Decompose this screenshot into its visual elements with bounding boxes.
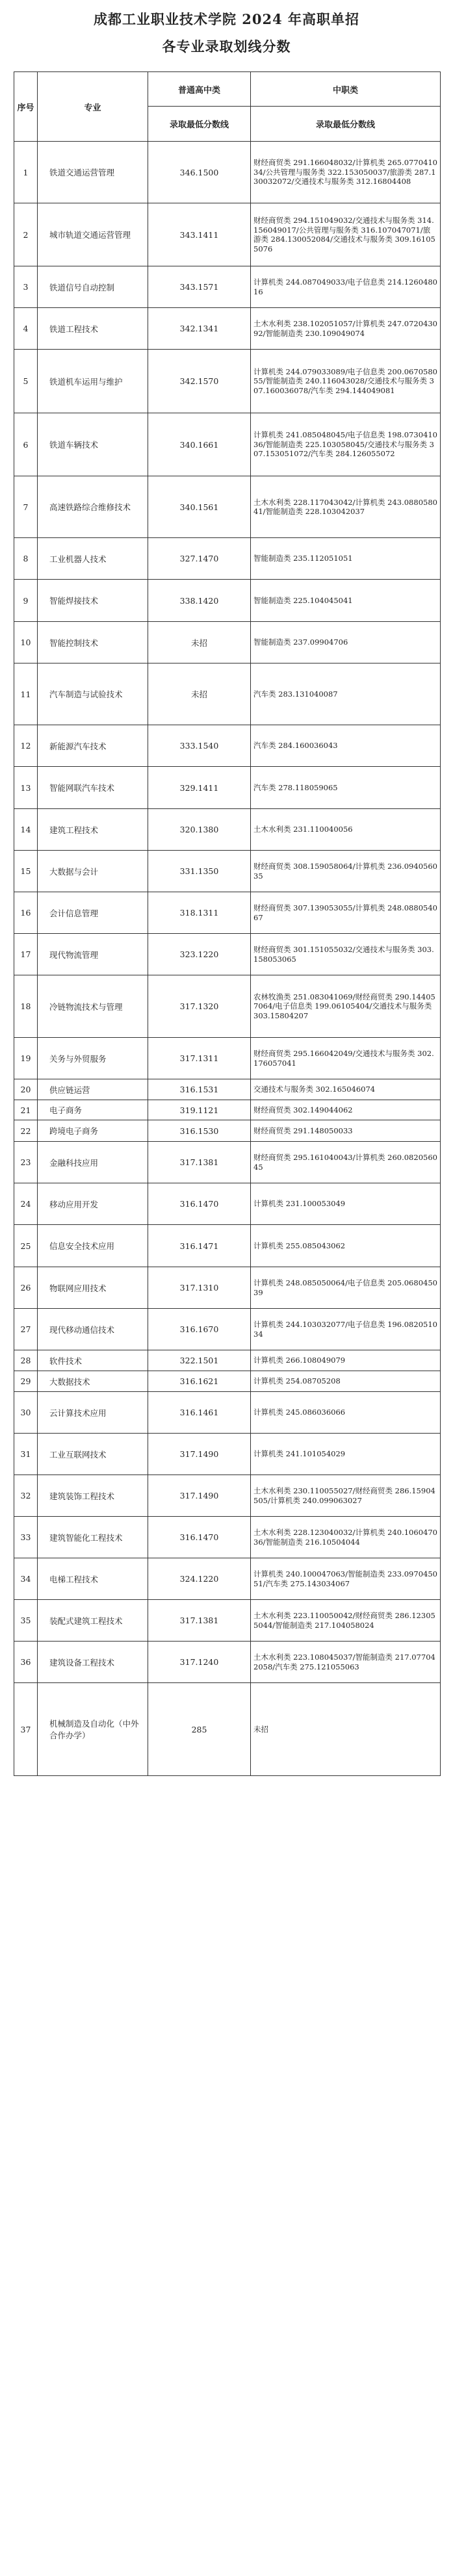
row-vocational-scores: 计算机类 266.108049079 [251,1350,441,1371]
row-major: 软件技术 [38,1350,148,1371]
row-vocational-scores: 计算机类 244.087049033/电子信息类 214.126048016 [251,266,441,308]
row-number: 26 [14,1267,38,1309]
row-number: 24 [14,1183,38,1225]
row-major: 智能控制技术 [38,622,148,663]
row-number: 11 [14,663,38,725]
row-number: 1 [14,142,38,203]
row-number: 32 [14,1475,38,1517]
row-major: 会计信息管理 [38,892,148,934]
row-number: 28 [14,1350,38,1371]
row-vocational-scores: 计算机类 245.086036066 [251,1392,441,1434]
row-vocational-scores: 土木水利类 230.110055027/财经商贸类 286.15904505/计算机类 240.099063027 [251,1475,441,1517]
row-number: 13 [14,767,38,809]
table-row [14,975,441,1038]
table-row [14,1371,441,1392]
table-row [14,1309,441,1350]
row-general-score: 342.1570 [148,350,251,413]
table-row [14,142,441,203]
row-vocational-scores: 土木水利类 231.110040056 [251,809,441,851]
table-row [14,725,441,767]
row-number: 2 [14,203,38,266]
table-row [14,1267,441,1309]
row-vocational-scores: 财经商贸类 301.151055032/交通技术与服务类 303.158053065 [251,934,441,975]
row-major: 工业互联网技术 [38,1434,148,1475]
row-major: 跨境电子商务 [38,1120,148,1142]
row-major: 电子商务 [38,1100,148,1120]
row-vocational-scores: 农林牧渔类 251.083041069/财经商贸类 290.144057064/电子信息类 199.06105404/交通技术与服务类 303.15804207 [251,975,441,1038]
row-general-score: 317.1320 [148,975,251,1038]
row-vocational-scores: 智能制造类 235.112051051 [251,538,441,580]
table-row [14,934,441,975]
row-major: 工业机器人技术 [38,538,148,580]
row-number: 14 [14,809,38,851]
row-number: 34 [14,1558,38,1600]
row-number: 9 [14,580,38,622]
row-number: 21 [14,1100,38,1120]
header-major: 专业 [38,72,148,142]
row-number: 27 [14,1309,38,1350]
row-vocational-scores: 计算机类 254.08705208 [251,1371,441,1392]
row-general-score: 317.1240 [148,1642,251,1683]
table-row [14,350,441,413]
row-vocational-scores: 计算机类 244.079033089/电子信息类 200.067058055/智能制造类 240.116043028/交通技术与服务类 307.160036078/汽车类 294.144049081 [251,350,441,413]
table-row [14,266,441,308]
row-general-score: 未招 [148,622,251,663]
row-number: 20 [14,1079,38,1100]
row-number: 18 [14,975,38,1038]
row-vocational-scores: 未招 [251,1683,441,1776]
row-major: 现代移动通信技术 [38,1309,148,1350]
row-major: 云计算技术应用 [38,1392,148,1434]
row-vocational-scores: 土木水利类 223.108045037/智能制造类 217.077042058/汽车类 275.121055063 [251,1642,441,1683]
row-general-score: 331.1350 [148,851,251,892]
table-row [14,1225,441,1267]
table-row [14,809,441,851]
row-major: 铁道车辆技术 [38,413,148,476]
score-table [14,71,441,1776]
row-number: 4 [14,308,38,350]
row-number: 19 [14,1038,38,1079]
row-vocational-scores: 计算机类 241.101054029 [251,1434,441,1475]
row-major: 新能源汽车技术 [38,725,148,767]
row-general-score: 316.1530 [148,1120,251,1142]
row-number: 22 [14,1120,38,1142]
row-number: 16 [14,892,38,934]
row-number: 8 [14,538,38,580]
row-number: 31 [14,1434,38,1475]
row-general-score: 329.1411 [148,767,251,809]
row-major: 金融科技应用 [38,1142,148,1183]
row-general-score: 340.1561 [148,476,251,538]
row-vocational-scores: 财经商贸类 307.139053055/计算机类 248.088054067 [251,892,441,934]
table-row [14,1683,441,1776]
row-vocational-scores: 计算机类 255.085043062 [251,1225,441,1267]
row-number: 35 [14,1600,38,1642]
row-vocational-scores: 土木水利类 228.123040032/计算机类 240.106047036/智能制造类 216.10504044 [251,1517,441,1558]
row-major: 汽车制造与试验技术 [38,663,148,725]
table-row [14,580,441,622]
row-major: 供应链运营 [38,1079,148,1100]
row-number: 10 [14,622,38,663]
row-number: 33 [14,1517,38,1558]
table-row [14,767,441,809]
row-vocational-scores: 计算机类 240.100047063/智能制造类 233.097045051/汽车类 275.143034067 [251,1558,441,1600]
row-major: 建筑设备工程技术 [38,1642,148,1683]
table-row [14,1100,441,1120]
row-number: 17 [14,934,38,975]
row-vocational-scores: 财经商贸类 295.161040043/计算机类 260.082056045 [251,1142,441,1183]
table-row [14,538,441,580]
row-general-score: 323.1220 [148,934,251,975]
page-subtitle: 各专业录取划线分数 [162,38,291,55]
row-vocational-scores: 汽车类 278.118059065 [251,767,441,809]
row-general-score: 324.1220 [148,1558,251,1600]
row-number: 25 [14,1225,38,1267]
row-major: 智能网联汽车技术 [38,767,148,809]
row-number: 6 [14,413,38,476]
row-vocational-scores: 财经商贸类 308.159058064/计算机类 236.094056035 [251,851,441,892]
row-general-score: 317.1490 [148,1475,251,1517]
row-vocational-scores: 计算机类 231.100053049 [251,1183,441,1225]
row-major: 物联网应用技术 [38,1267,148,1309]
row-number: 3 [14,266,38,308]
row-vocational-scores: 智能制造类 237.09904706 [251,622,441,663]
table-row [14,1183,441,1225]
row-major: 铁道信号自动控制 [38,266,148,308]
table-row [14,1392,441,1434]
row-general-score: 未招 [148,663,251,725]
table-row [14,1475,441,1517]
row-major: 城市轨道交通运营管理 [38,203,148,266]
table-row [14,1434,441,1475]
table-row [14,203,441,266]
row-major: 铁道交通运营管理 [38,142,148,203]
row-major: 现代物流管理 [38,934,148,975]
header-general: 普通高中类 [148,72,251,107]
table-row [14,476,441,538]
row-general-score: 316.1470 [148,1183,251,1225]
table-row [14,1079,441,1100]
row-vocational-scores: 智能制造类 225.104045041 [251,580,441,622]
row-major: 建筑工程技术 [38,809,148,851]
table-row [14,1038,441,1079]
row-number: 7 [14,476,38,538]
table-row [14,1600,441,1642]
row-general-score: 333.1540 [148,725,251,767]
table-row [14,622,441,663]
header-general-sub: 录取最低分数线 [148,107,251,142]
row-major: 智能焊接技术 [38,580,148,622]
table-row [14,1558,441,1600]
row-general-score: 343.1571 [148,266,251,308]
row-vocational-scores: 财经商贸类 295.166042049/交通技术与服务类 302.176057041 [251,1038,441,1079]
row-general-score: 285 [148,1683,251,1776]
header-row [14,72,441,107]
row-general-score: 318.1311 [148,892,251,934]
row-number: 12 [14,725,38,767]
row-major: 关务与外贸服务 [38,1038,148,1079]
row-number: 5 [14,350,38,413]
row-number: 30 [14,1392,38,1434]
table-row [14,1642,441,1683]
table-row [14,308,441,350]
row-major: 铁道机车运用与维护 [38,350,148,413]
header-vocational-sub: 录取最低分数线 [251,107,441,142]
row-vocational-scores: 交通技术与服务类 302.165046074 [251,1079,441,1100]
row-general-score: 316.1670 [148,1309,251,1350]
row-general-score: 316.1471 [148,1225,251,1267]
row-general-score: 317.1310 [148,1267,251,1309]
row-number: 37 [14,1683,38,1776]
row-general-score: 316.1621 [148,1371,251,1392]
row-vocational-scores: 计算机类 244.103032077/电子信息类 196.082051034 [251,1309,441,1350]
row-major: 移动应用开发 [38,1183,148,1225]
row-major: 信息安全技术应用 [38,1225,148,1267]
table-row [14,1142,441,1183]
table-row [14,892,441,934]
row-major: 机械制造及自动化（中外合作办学） [38,1683,148,1776]
row-number: 29 [14,1371,38,1392]
row-general-score: 316.1531 [148,1079,251,1100]
table-row [14,1350,441,1371]
row-general-score: 316.1470 [148,1517,251,1558]
row-major: 冷链物流技术与管理 [38,975,148,1038]
row-vocational-scores: 财经商贸类 294.151049032/交通技术与服务类 314.156049017/公共管理与服务类 316.107047071/旅游类 284.130052084/交通技术与服务类 309.161055076 [251,203,441,266]
row-general-score: 340.1661 [148,413,251,476]
row-vocational-scores: 土木水利类 238.102051057/计算机类 247.072043092/智能制造类 230.109049074 [251,308,441,350]
table-row [14,1120,441,1142]
row-general-score: 317.1490 [148,1434,251,1475]
row-major: 高速铁路综合维修技术 [38,476,148,538]
header-vocational: 中职类 [251,72,441,107]
row-number: 23 [14,1142,38,1183]
row-general-score: 319.1121 [148,1100,251,1120]
table-row [14,413,441,476]
row-major: 建筑装饰工程技术 [38,1475,148,1517]
row-general-score: 327.1470 [148,538,251,580]
row-general-score: 338.1420 [148,580,251,622]
header-no: 序号 [14,72,38,142]
row-vocational-scores: 汽车类 283.131040087 [251,663,441,725]
row-major: 铁道工程技术 [38,308,148,350]
page-title: 成都工业职业技术学院 2024 年高职单招 [93,11,360,27]
row-major: 大数据技术 [38,1371,148,1392]
row-major: 建筑智能化工程技术 [38,1517,148,1558]
row-vocational-scores: 财经商贸类 291.148050033 [251,1120,441,1142]
row-general-score: 317.1381 [148,1142,251,1183]
row-vocational-scores: 计算机类 241.085048045/电子信息类 198.073041036/智能制造类 225.103058045/交通技术与服务类 307.153051072/汽车类 284.126055072 [251,413,441,476]
table-row [14,663,441,725]
row-general-score: 317.1311 [148,1038,251,1079]
row-general-score: 322.1501 [148,1350,251,1371]
row-vocational-scores: 土木水利类 228.117043042/计算机类 243.088058041/智能制造类 228.103042037 [251,476,441,538]
row-major: 装配式建筑工程技术 [38,1600,148,1642]
row-major: 大数据与会计 [38,851,148,892]
row-general-score: 342.1341 [148,308,251,350]
row-number: 36 [14,1642,38,1683]
table-row [14,851,441,892]
row-vocational-scores: 计算机类 248.085050064/电子信息类 205.068045039 [251,1267,441,1309]
row-vocational-scores: 财经商贸类 291.166048032/计算机类 265.077041034/公共管理与服务类 322.153050037/旅游类 287.130032072/交通技术与服务类 312.16804408 [251,142,441,203]
row-general-score: 316.1461 [148,1392,251,1434]
row-major: 电梯工程技术 [38,1558,148,1600]
row-number: 15 [14,851,38,892]
row-vocational-scores: 汽车类 284.160036043 [251,725,441,767]
row-general-score: 343.1411 [148,203,251,266]
row-general-score: 320.1380 [148,809,251,851]
row-general-score: 317.1381 [148,1600,251,1642]
row-vocational-scores: 土木水利类 223.110050042/财经商贸类 286.123055044/智能制造类 217.104058024 [251,1600,441,1642]
row-general-score: 346.1500 [148,142,251,203]
table-row [14,1517,441,1558]
row-vocational-scores: 财经商贸类 302.149044062 [251,1100,441,1120]
